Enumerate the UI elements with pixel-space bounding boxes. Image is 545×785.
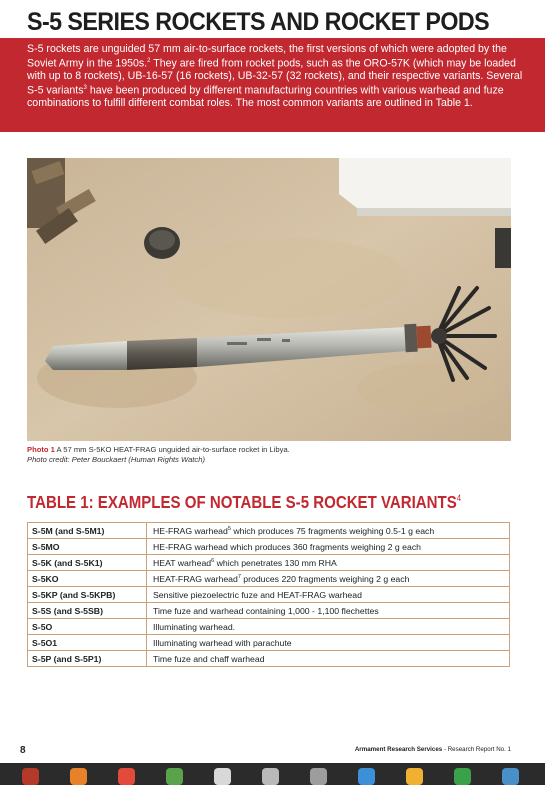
variant-description: Illuminating warhead.	[153, 621, 236, 632]
variants-table	[27, 522, 510, 667]
caption-label: Photo 1	[27, 445, 55, 454]
table-row	[28, 555, 510, 571]
variant-description-cell	[147, 571, 510, 587]
footer-org: Armament Research Services	[354, 746, 443, 753]
footnote-ref[interactable]: 5	[227, 525, 231, 532]
table-row	[28, 651, 510, 667]
footnote-ref[interactable]: 7	[237, 573, 241, 580]
variant-code-cell: S-5KO	[28, 571, 147, 587]
page-title: S-5 SERIES ROCKETS AND ROCKET PODS	[27, 8, 490, 36]
variant-code-cell: S-5O1	[28, 635, 147, 651]
table-row	[28, 603, 510, 619]
variant-description-cell	[147, 587, 510, 603]
intro-text-2: They are fired from rocket pods, such as the ORO-57K (which may be loaded with up to 8 rockets), UB-16-57 (16 rockets), UB-32-57 (32 rockets), and their respective variants. Several S-5 variants	[27, 57, 523, 97]
app-icon-1[interactable]	[22, 768, 39, 785]
footnote-ref[interactable]: 3	[83, 85, 87, 92]
variant-description-cell	[147, 603, 510, 619]
caption-text: A 57 mm S-5KO HEAT-FRAG unguided air-to-surface rocket in Libya.	[54, 445, 290, 454]
footer-report-label: - Research Report No. 1	[442, 746, 511, 753]
variant-description: Sensitive piezoelectric fuze and HEAT-FRAG warhead	[153, 589, 362, 600]
table-row	[28, 523, 510, 539]
variant-description: HEAT-FRAG warhead	[153, 573, 238, 584]
table-title	[27, 492, 461, 513]
photo-caption	[27, 445, 290, 465]
variant-description: HE-FRAG warhead	[153, 525, 228, 536]
variant-description-cell	[147, 619, 510, 635]
variant-code-cell: S-5S (and S-5SB)	[28, 603, 147, 619]
weather-icon[interactable]	[406, 768, 423, 785]
printer-icon[interactable]	[310, 768, 327, 785]
variant-description-cont: which penetrates 130 mm RHA	[214, 557, 337, 568]
variant-code-cell: S-5P (and S-5P1)	[28, 651, 147, 667]
variant-description: Time fuze and warhead containing 1,000 - 1,100 flechettes	[153, 605, 379, 616]
disk-icon[interactable]	[262, 768, 279, 785]
spreadsheet-icon[interactable]	[454, 768, 471, 785]
variant-description: Illuminating warhead with parachute	[153, 637, 292, 648]
variant-code-cell: S-5MO	[28, 539, 147, 555]
variant-description-cell	[147, 651, 510, 667]
variant-description: HE-FRAG warhead which produces 360 fragments weighing 2 g each	[153, 541, 422, 552]
table-row	[28, 539, 510, 555]
table-row	[28, 619, 510, 635]
page-number: 8	[20, 745, 26, 756]
table-row	[28, 571, 510, 587]
intro-text-1: S-5 rockets are unguided 57 mm air-to-surface rockets, the first versions of which were adopted by the Soviet Army in the 1950s.	[27, 43, 507, 70]
variant-description-cell	[147, 523, 510, 539]
variant-description-cell	[147, 555, 510, 571]
image-viewer-icon[interactable]	[358, 768, 375, 785]
table-row	[28, 635, 510, 651]
footnote-ref[interactable]: 4	[456, 493, 462, 504]
table-row	[28, 587, 510, 603]
footer-report	[355, 746, 511, 753]
photo-credit: Photo credit: Peter Bouckaert (Human Rights Watch)	[27, 455, 205, 464]
clock-icon[interactable]	[214, 768, 231, 785]
variant-description-cont: which produces 75 fragments weighing 0.5-1 g each	[230, 525, 435, 536]
variant-description-cont: produces 220 fragments weighing 2 g each	[240, 573, 410, 584]
document-icon[interactable]	[502, 768, 519, 785]
rocket-photo	[27, 158, 511, 441]
variant-code-cell: S-5K (and S-5K1)	[28, 555, 147, 571]
variant-description: Time fuze and chaff warhead	[153, 653, 265, 664]
variant-description-cell	[147, 539, 510, 555]
table-title-text: TABLE 1: EXAMPLES OF NOTABLE S-5 ROCKET VARIANTS	[27, 492, 457, 512]
palette-icon[interactable]	[166, 768, 183, 785]
chrome-icon[interactable]	[118, 768, 135, 785]
variant-description-cell	[147, 635, 510, 651]
variant-code-cell: S-5M (and S-5M1)	[28, 523, 147, 539]
variant-code-cell: S-5KP (and S-5KPB)	[28, 587, 147, 603]
intro-text-3: have been produced by different manufacturing countries with various warhead and fuze combinations to fulfill different combat roles. The most common variants are outlined in Table 1.	[27, 84, 504, 109]
variant-description: HEAT warhead	[153, 557, 212, 568]
firefox-icon[interactable]	[70, 768, 87, 785]
intro-paragraph	[27, 43, 527, 109]
taskbar-dock	[0, 763, 545, 785]
variant-code-cell: S-5O	[28, 619, 147, 635]
footnote-ref[interactable]: 6	[211, 557, 215, 564]
footnote-ref[interactable]: 2	[147, 58, 151, 65]
